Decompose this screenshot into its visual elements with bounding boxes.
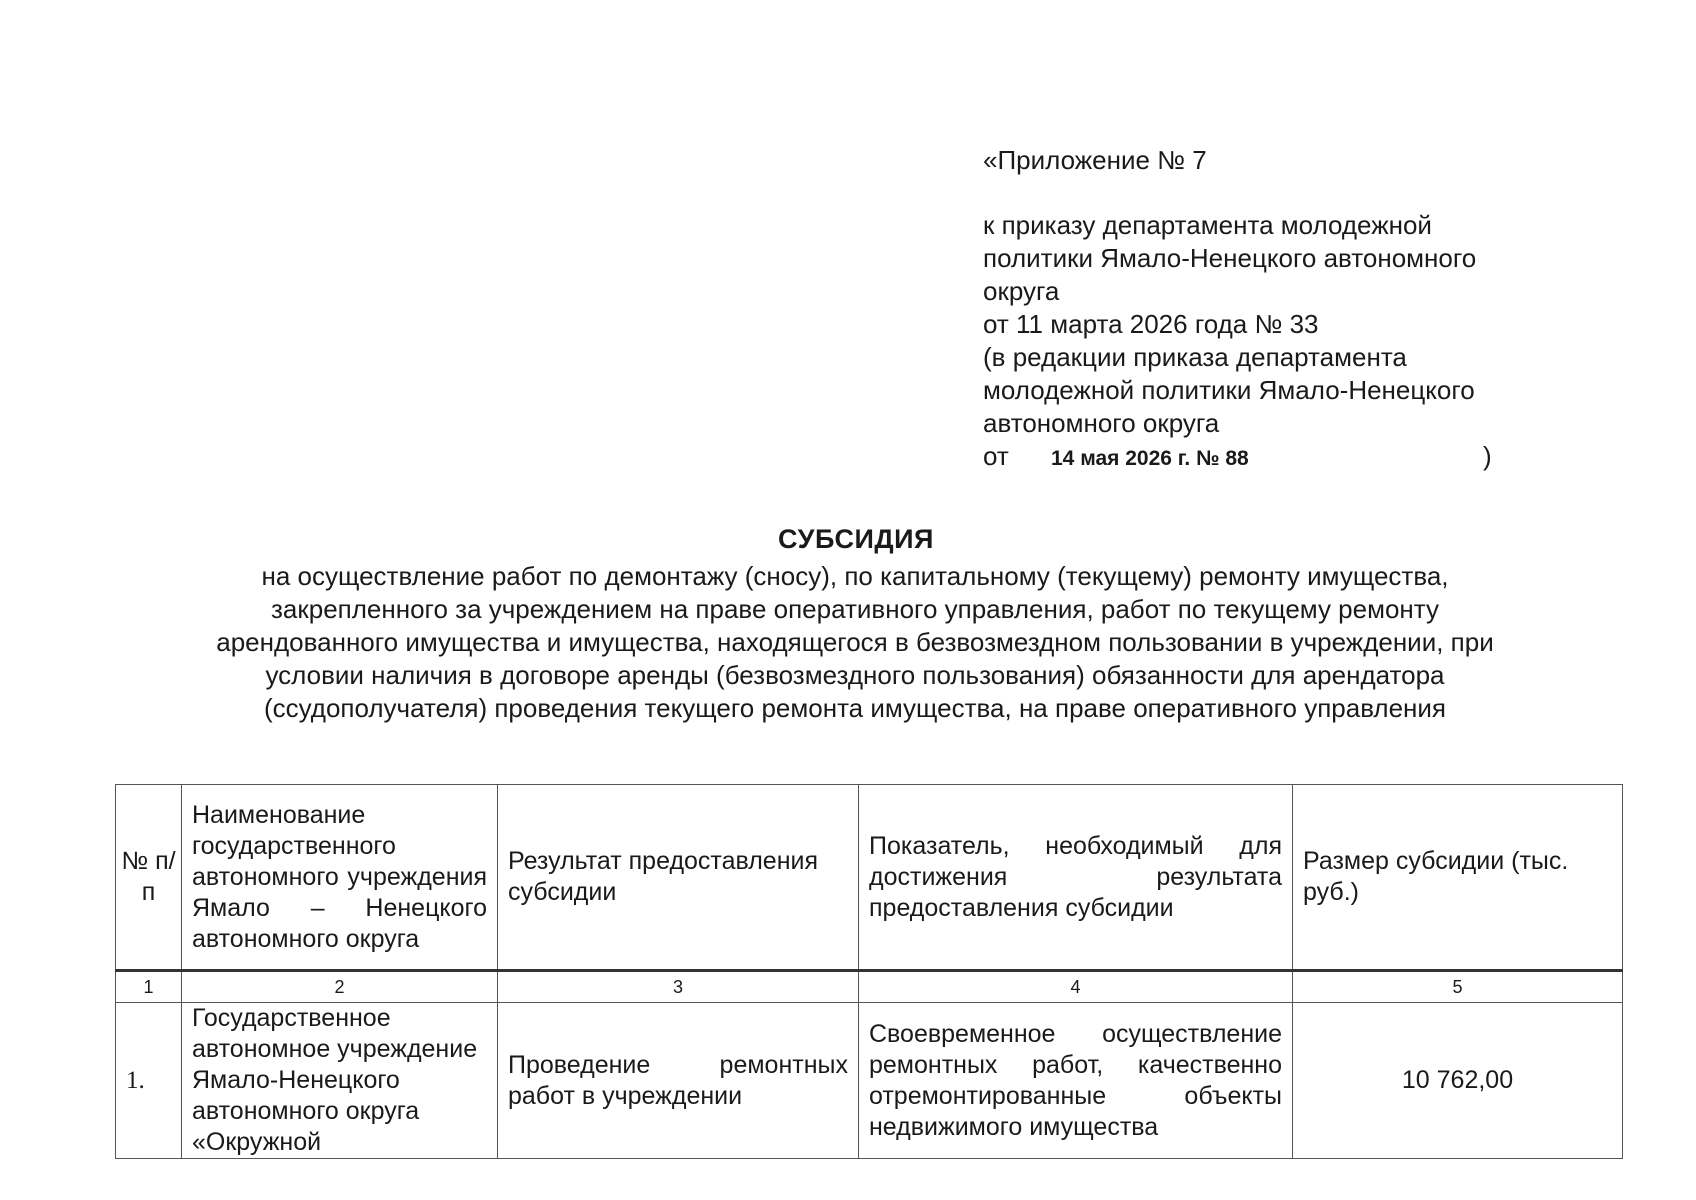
- subtitle-line: закрепленного за учреждением на праве оперативного управления, работ по текущему ремонту: [270, 594, 1439, 624]
- header-name: Наименование государственного автономного учреждения Ямало – Ненецкого автономного округа: [182, 785, 498, 971]
- document-subtitle: [140, 560, 1570, 725]
- appendix-line: (в редакции приказа департамента: [983, 342, 1407, 372]
- subtitle-line: условии наличия в договоре аренды (безвозмездного пользования) обязанности для арендатора: [265, 660, 1445, 690]
- subtitle-line: арендованного имущества и имущества, находящегося в безвозмездном пользовании в учреждении, при: [216, 627, 1494, 657]
- amendment-date-close: ): [1483, 441, 1492, 471]
- appendix-line: молодежной политики Ямало-Ненецкого: [983, 375, 1475, 405]
- appendix-line: политики Ямало-Ненецкого автономного: [983, 243, 1477, 273]
- appendix-block: [983, 144, 1543, 473]
- header-amount: Размер субсидии (тыс. руб.): [1293, 785, 1623, 971]
- row-amount: 10 762,00: [1293, 1003, 1623, 1159]
- header-indicator: Показатель, необходимый для достижения результата предоставления субсидии: [859, 785, 1293, 971]
- column-number-row: [116, 971, 1623, 1003]
- header-result: Результат предоставления субсидии: [498, 785, 859, 971]
- row-result: Проведение ремонтных работ в учреждении: [498, 1003, 859, 1159]
- appendix-line: автономного округа: [983, 408, 1220, 438]
- column-number: 1: [116, 971, 182, 1003]
- appendix-title: «Приложение № 7: [983, 145, 1207, 175]
- amendment-date-value: 14 мая 2026 г. № 88: [1051, 447, 1249, 470]
- amendment-date-prefix: от: [983, 441, 1009, 471]
- header-num: № п/п: [116, 785, 182, 971]
- appendix-line: к приказу департамента молодежной: [983, 210, 1432, 240]
- table-header-row: [116, 785, 1623, 971]
- document-title: СУБСИДИЯ: [778, 524, 934, 554]
- row-num: 1.: [116, 1003, 182, 1159]
- column-number: 2: [182, 971, 498, 1003]
- row-institution-name: Государственное автономное учреждение Ямало-Ненецкого автономного округа «Окружной: [182, 1003, 498, 1159]
- amendment-date-line: [983, 440, 1543, 473]
- column-number: 4: [859, 971, 1293, 1003]
- subtitle-line: на осуществление работ по демонтажу (сносу), по капитальному (текущему) ремонту имущества,: [261, 561, 1449, 591]
- column-number: 3: [498, 971, 859, 1003]
- column-number: 5: [1293, 971, 1623, 1003]
- appendix-line: от 11 марта 2026 года № 33: [983, 309, 1319, 339]
- appendix-line: округа: [983, 276, 1060, 306]
- table-row: [116, 1003, 1623, 1159]
- subsidy-table: [115, 784, 1623, 1159]
- row-indicator: Своевременное осуществление ремонтных работ, качественно отремонтированные объекты недвижимого имущества: [859, 1003, 1293, 1159]
- subtitle-line: (ссудополучателя) проведения текущего ремонта имущества, на праве оперативного управления: [263, 693, 1447, 723]
